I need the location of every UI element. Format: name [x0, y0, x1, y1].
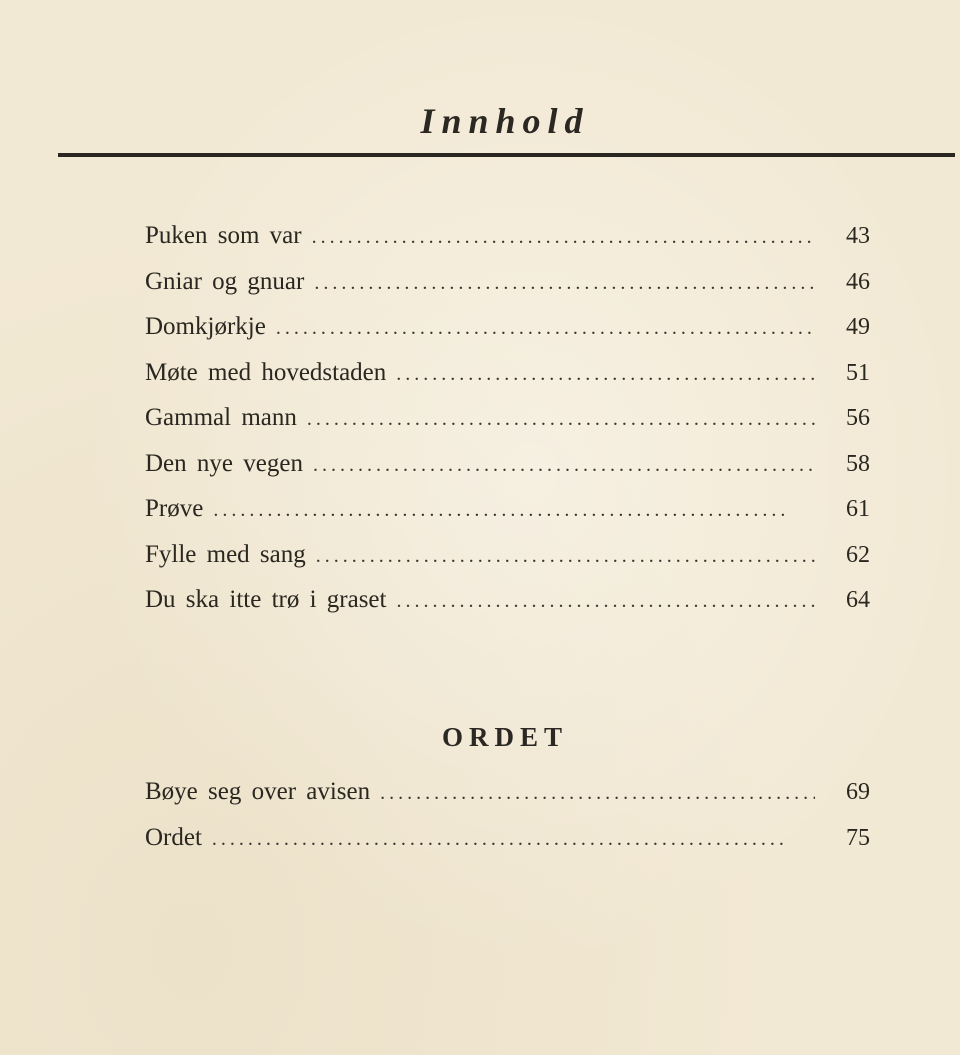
- dot-leader: [276, 317, 815, 340]
- toc-entry-title: Møte med hovedstaden: [145, 358, 387, 386]
- toc-entry-page: 46: [846, 268, 870, 295]
- toc-entry-page: 61: [846, 496, 870, 522]
- toc-entry: [145, 404, 870, 450]
- dot-leader: [307, 408, 815, 431]
- title-rule: [58, 153, 955, 157]
- toc-entry-page: 64: [846, 587, 870, 613]
- section-heading: ORDET: [441, 722, 569, 752]
- toc-entry-title: Gniar og gnuar: [145, 267, 305, 295]
- contents-list: [145, 222, 870, 632]
- toc-entry-page: 51: [846, 359, 870, 386]
- toc-entry: [145, 541, 870, 587]
- toc-entry-page: 56: [846, 405, 870, 431]
- toc-entry-title: Du ska itte trø i graset: [145, 586, 387, 613]
- toc-entry: [145, 268, 870, 314]
- dot-leader: [380, 782, 815, 805]
- page-title: Innhold: [420, 101, 590, 141]
- dot-leader: [314, 272, 815, 295]
- dot-leader: [212, 828, 815, 851]
- dot-leader: [396, 590, 815, 613]
- section-contents-list: [145, 778, 870, 869]
- toc-entry-title: Puken som var: [145, 222, 302, 249]
- dot-leader: [316, 545, 815, 568]
- toc-entry-title: Ordet: [145, 823, 202, 851]
- toc-entry-title: Fylle med sang: [145, 540, 306, 568]
- dot-leader: [213, 499, 815, 522]
- toc-entry: [145, 586, 870, 632]
- toc-entry: [145, 450, 870, 496]
- toc-entry-title: Gammal mann: [145, 404, 297, 431]
- toc-entry-title: Den nye vegen: [145, 449, 303, 477]
- toc-entry-title: Domkjørkje: [145, 313, 266, 340]
- toc-entry-page: 58: [846, 450, 870, 477]
- toc-entry: [145, 359, 870, 405]
- toc-entry: [145, 495, 870, 541]
- dot-leader: [313, 454, 815, 477]
- dot-leader: [312, 226, 815, 249]
- toc-entry-page: 75: [846, 824, 870, 851]
- toc-entry-page: 69: [846, 779, 870, 805]
- dot-leader: [396, 363, 815, 386]
- toc-entry: [145, 313, 870, 359]
- toc-entry-page: 62: [846, 541, 870, 568]
- toc-entry: [145, 824, 870, 870]
- toc-entry-title: Bøye seg over avisen: [145, 778, 371, 805]
- toc-entry-page: 49: [846, 314, 870, 340]
- toc-entry-page: 43: [846, 223, 870, 249]
- toc-entry-title: Prøve: [145, 495, 204, 522]
- toc-entry: [145, 222, 870, 268]
- toc-entry: [145, 778, 870, 824]
